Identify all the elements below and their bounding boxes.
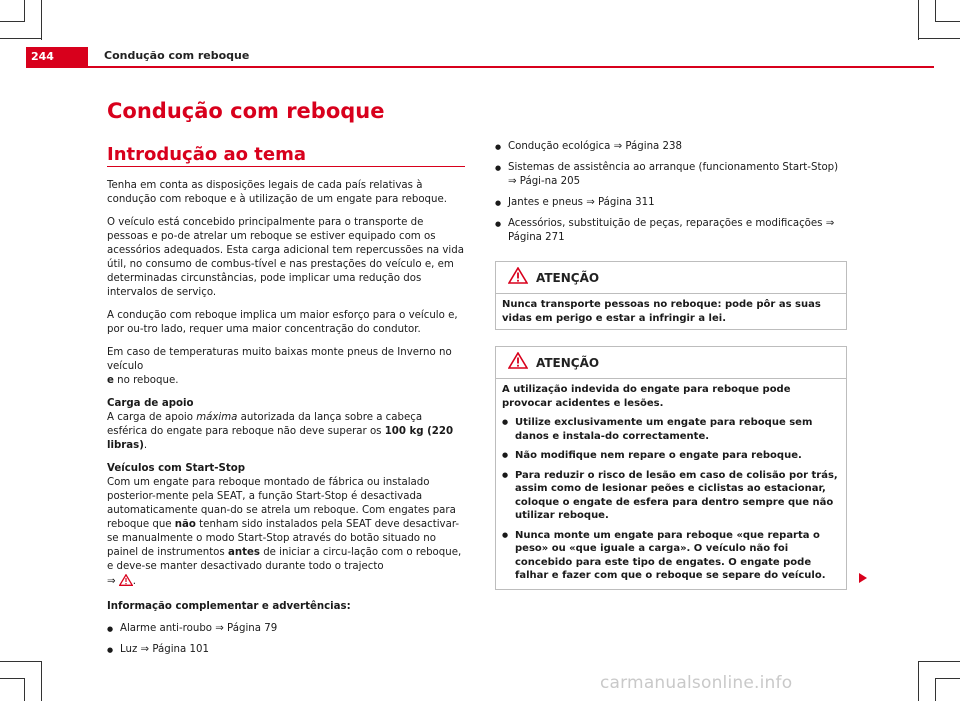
paragraph: [107, 411, 465, 453]
warning-list-item: [502, 469, 840, 523]
list-item: [495, 140, 847, 154]
paragraph: [107, 476, 465, 591]
warning-header: [496, 347, 846, 379]
left-column: [107, 179, 465, 664]
subheading-info: Informação complementar e advertências:: [107, 601, 351, 612]
page-number: 244: [26, 47, 88, 66]
text: .: [143, 440, 148, 451]
header-rule: [26, 66, 934, 68]
crop-mark: [935, 0, 936, 22]
cross-ref-arrow: ⇒: [107, 576, 116, 587]
section-title: Introdução ao tema: [107, 144, 307, 165]
bullet-icon: ●: [495, 220, 502, 228]
crop-mark: [41, 0, 42, 40]
text: autorizada da lança sobre a cabeça esférica do engate para reboque não deve superar os: [107, 412, 423, 437]
warning-list-item: [502, 449, 840, 463]
warning-list-item: [502, 416, 840, 443]
list-item-text[interactable]: Sistemas de assistência ao arranque (funcionamento Start-Stop) ⇒ Pági-na 205: [508, 162, 839, 187]
warning-body: [496, 379, 846, 589]
warning-label: ATENÇÃO: [536, 270, 600, 285]
text-bold: antes: [227, 547, 260, 558]
list-item-text[interactable]: Luz ⇒ Página 101: [120, 644, 209, 655]
list-item-text[interactable]: Condução ecológica ⇒ Página 238: [508, 141, 682, 152]
subheading-start-stop: Veículos com Start-Stop: [107, 463, 246, 474]
text: Com um engate para reboque montado de fábrica ou instalado posterior-mente pela SEAT, a função Start-Stop é desactivada automaticamente quan-do se atrela um reboque. Com engates para reboque que: [107, 477, 456, 530]
paragraph: [107, 346, 465, 388]
list-item: [495, 217, 847, 245]
list-item-text[interactable]: Alarme anti-roubo ⇒ Página 79: [120, 623, 278, 634]
section-rule: [107, 166, 465, 167]
text: de iniciar a circu-lação com o reboque, e deve-se manter desactivado durante todo o trajecto: [107, 547, 462, 572]
bullet-icon: ●: [495, 143, 502, 151]
paragraph: Tenha em conta as disposições legais de cada país relativas à condução com reboque e à utilização de um engate para reboque.: [107, 180, 447, 205]
warning-list-item: [502, 529, 840, 583]
warning-box: [495, 346, 847, 590]
bullet-icon: ●: [502, 470, 509, 479]
paragraph: A condução com reboque implica um maior esforço para o veículo e, por ou-tro lado, requer uma maior concentração do condutor.: [107, 310, 458, 335]
list-item-text[interactable]: Jantes e pneus ⇒ Página 311: [508, 197, 655, 208]
watermark: carmanualsonline.info: [600, 673, 793, 693]
bullet-icon: ●: [495, 164, 502, 172]
text: no reboque.: [113, 375, 179, 386]
crop-mark: [935, 21, 960, 22]
warning-triangle-icon: [508, 267, 528, 289]
warning-label: ATENÇÃO: [536, 355, 600, 370]
warning-box: [495, 261, 847, 330]
text-bold: não: [174, 519, 196, 530]
warning-list-text: Utilize exclusivamente um engate para reboque sem danos e instala-do correctamente.: [515, 417, 813, 442]
text-bold: e: [107, 375, 114, 386]
paragraph: O veículo está concebido principalmente para o transporte de pessoas e po-de atrelar um reboque se estiver equipado com os acessórios adequados. Esta carga adicional tem repercussões na vida útil, no consumo de combus-tível e nas prestações do veículo e, em determinadas circunstâncias, pode implicar uma redução dos intervalos de serviço.: [107, 217, 464, 298]
text: tenham sido instalados pela SEAT deve desactivar-se manualmente o modo Start-Stop através do botão situado no painel de instrumentos: [107, 519, 460, 558]
warning-header: [496, 262, 846, 294]
bullet-icon: ●: [107, 625, 114, 633]
crop-mark: [41, 661, 42, 701]
continue-arrow-icon: [858, 572, 868, 589]
crop-mark: [918, 0, 919, 40]
bullet-icon: ●: [502, 451, 509, 459]
text-bold: 100 kg (220 libras): [107, 426, 454, 451]
crop-mark: [0, 661, 42, 662]
warning-triangle-icon: [508, 352, 528, 374]
text: Em caso de temperaturas muito baixas monte pneus de Inverno no veículo: [107, 347, 452, 372]
crop-mark: [24, 678, 25, 701]
chapter-title: Condução com reboque: [107, 99, 385, 123]
warning-intro: A utilização indevida do engate para reboque pode provocar acidentes e lesões.: [502, 384, 791, 409]
bullet-icon: ●: [502, 418, 509, 426]
crop-mark: [935, 678, 960, 679]
bullet-icon: ●: [495, 199, 502, 207]
crop-mark: [0, 38, 42, 39]
right-column: [495, 140, 847, 590]
list-item-text[interactable]: Acessórios, substituição de peças, reparações e modificações ⇒ Página 271: [508, 218, 835, 243]
bullet-icon: ●: [502, 530, 509, 539]
crop-mark: [24, 0, 25, 22]
list-item: [495, 196, 847, 210]
text: A carga de apoio: [107, 412, 197, 423]
bullet-icon: ●: [107, 646, 114, 654]
list-item: [495, 161, 847, 189]
text-italic: máxima: [196, 412, 238, 423]
warning-triangle-icon[interactable]: [119, 574, 133, 591]
crop-mark: [935, 678, 936, 701]
warning-text: Nunca transporte pessoas no reboque: pode pôr as suas vidas em perigo e estar a infringir a lei.: [502, 299, 821, 324]
crop-mark: [918, 38, 960, 39]
text: .: [132, 576, 137, 587]
warning-list-text: Nunca monte um engate para reboque «que reparta o peso» ou «que iguale a carga». O veículo não foi concebido para este tipo de engates. O engate pode falhar e fazer com que o reboque se separe do veículo.: [515, 529, 826, 581]
warning-list-text: Para reduzir o risco de lesão em caso de colisão por trás, assim como de lesionar peões e ciclistas ao estacionar, coloque o engate de esfera para dentro sempre que não utilizar reboque.: [515, 469, 838, 521]
crop-mark: [918, 661, 919, 701]
warning-list-text: Não modifique nem repare o engate para reboque.: [515, 450, 802, 461]
subheading-carga: Carga de apoio: [107, 398, 194, 409]
crop-mark: [0, 21, 24, 22]
crop-mark: [0, 678, 24, 679]
running-title: Condução com reboque: [104, 49, 250, 62]
crop-mark: [918, 661, 960, 662]
list-item: [107, 622, 465, 636]
list-item: [107, 643, 465, 657]
